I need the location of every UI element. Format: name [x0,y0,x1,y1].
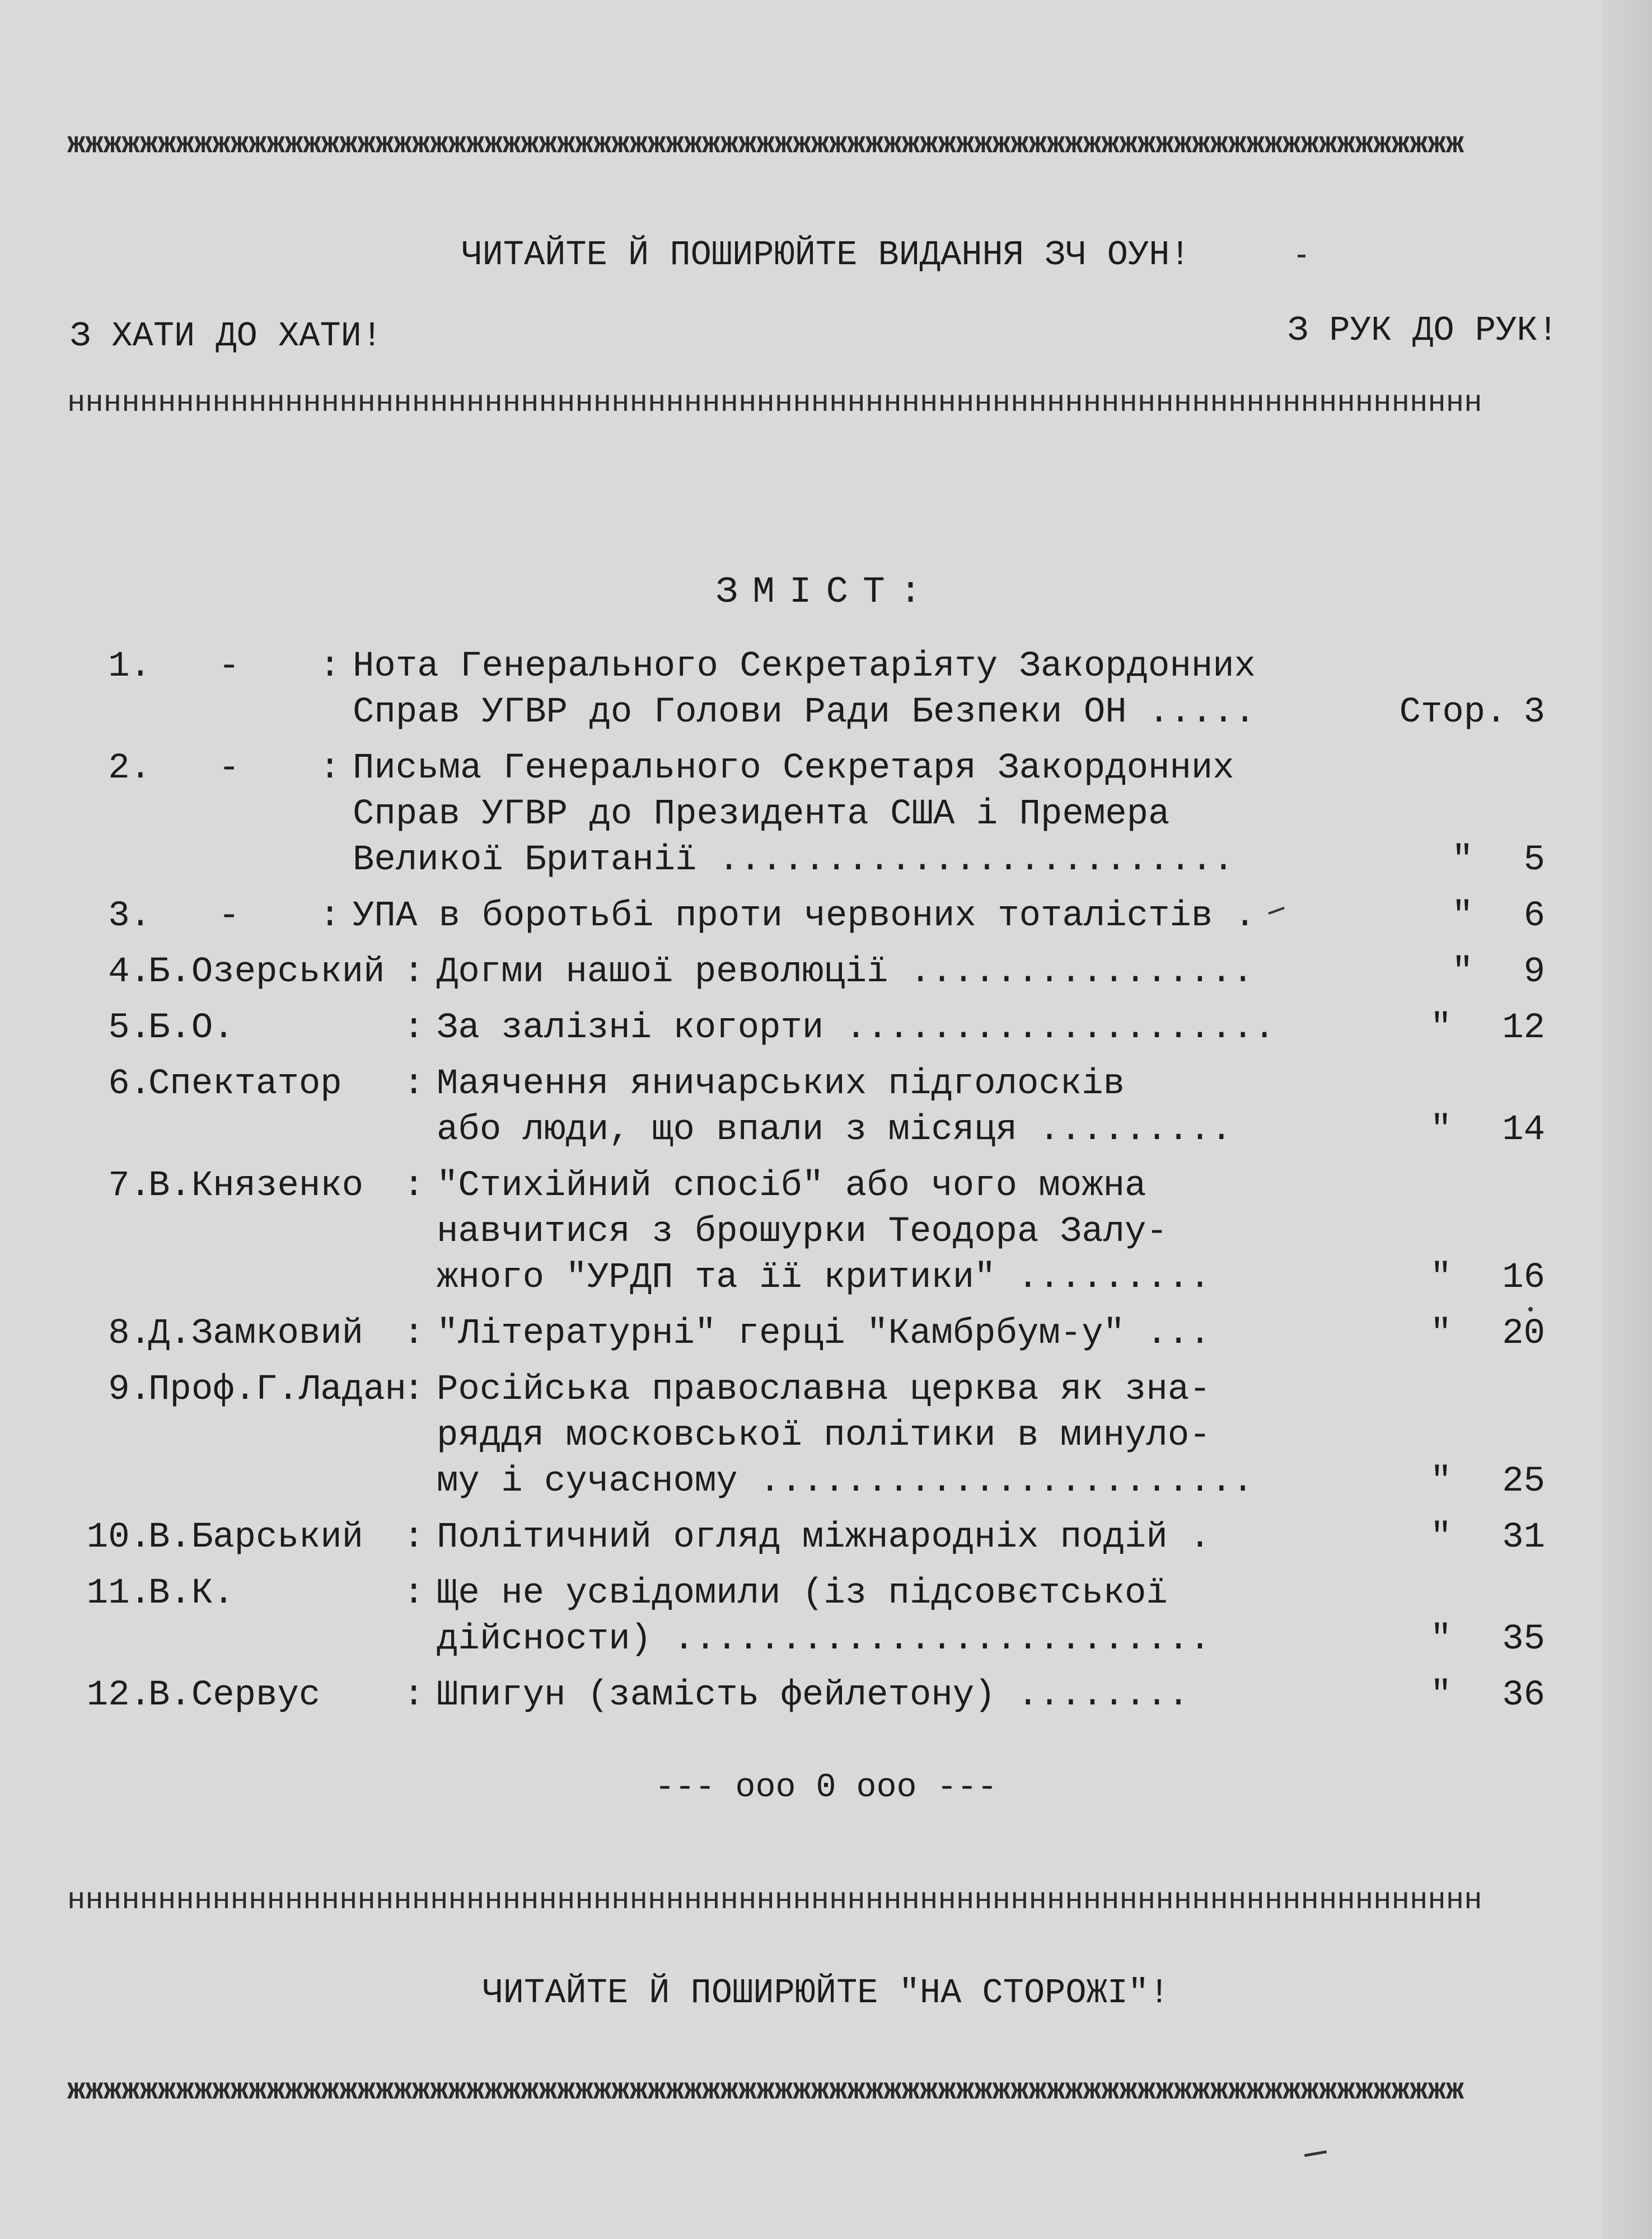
toc-entry-page-ref [1332,1311,1545,1357]
toc-entry-title-line: жного "УРДП та її критики" ......... [437,1258,1211,1298]
toc-entry-page-number: 6 [1523,896,1545,936]
toc-entry-number: 7. [108,1166,151,1206]
toc-entry-page-mark: " [1430,1314,1452,1354]
toc-entry-author: В.Князенко [148,1166,364,1206]
toc-entry-author: Проф.Г.Ладан [148,1370,406,1410]
toc-entry-title-line: Справ УГВР до Голови Ради Безпеки ОН ..... [353,692,1256,733]
toc-entry-title [437,1163,1310,1301]
toc-entry-title-line: Догми нашої революції ................ [437,952,1254,992]
toc-entry-colon: : [403,1675,425,1716]
toc-entry-page-mark: " [1452,952,1473,992]
toc-entry-title-line: Нота Генерального Секретаріяту Закордонних [353,647,1256,687]
toc-entry [56,1367,1567,1505]
toc-entry-title [437,1571,1310,1662]
toc-title: ЗМІСТ: [715,571,937,613]
footer-read-line: ЧИТАЙТЕ Й ПОШИРЮЙТЕ "НА СТОРОЖІ"! [482,1973,1170,2013]
toc-entry [56,893,1567,939]
toc-entry-colon: : [403,952,425,992]
toc-entry [56,644,1567,736]
toc-entry-page-ref [1332,949,1545,995]
toc-entry-number: 11. [86,1573,151,1614]
toc-entry-number: 1. [108,647,151,687]
toc-entry-page-number: 12 [1502,1008,1545,1048]
toc-entry-page-mark: " [1430,1619,1452,1660]
toc-entry-number: 10. [86,1517,151,1558]
toc-entry-page-ref [1332,1107,1545,1153]
toc-entry-author: Б.Озерський [148,952,385,992]
toc-entry-page-mark: " [1430,1517,1452,1558]
toc-entry-page-number: 31 [1502,1517,1545,1558]
toc-entry-colon: : [403,1573,425,1614]
toc-entry-author: В.Сервус [148,1675,321,1716]
toc-entry-title [437,1005,1310,1051]
toc-entry [56,1515,1567,1561]
toc-entry-page-mark: " [1452,840,1473,880]
toc-entry-title-line: "Літературні" герці "Камбрбум-у" ... [437,1314,1211,1354]
toc-entry-page-mark: " [1430,1258,1452,1298]
toc-entry-author: - [218,896,240,936]
toc-entry [56,1163,1567,1301]
toc-entry-page-number: 25 [1502,1462,1545,1502]
toc-entry-number: 4. [108,952,151,992]
toc-entry-author: Спектатор [148,1064,342,1104]
toc-entry-title [437,1367,1310,1505]
toc-entry-page-number: 5 [1523,840,1545,880]
toc-entry [56,1061,1567,1153]
toc-entry [56,949,1567,995]
toc-entry-page-number: 14 [1502,1110,1545,1150]
toc-entry-title [437,949,1310,995]
toc-entry-author: Д.Замковий [148,1314,364,1354]
toc-entry-title [437,1515,1310,1561]
toc-entry-title-line: дійсности) ......................... [437,1619,1211,1660]
toc-entry-title-line: ряддя московської політики в минуло- [437,1416,1211,1456]
toc-entry-page-number: 20 [1502,1314,1545,1354]
toc-entry-title-line: Політичний огляд міжнародніх подій . [437,1517,1211,1558]
slogan-right: З РУК ДО РУК! [1288,311,1559,350]
toc-entry-author: Б.О. [148,1008,235,1048]
header-read-line: ЧИТАЙТЕ Й ПОШИРЮЙТЕ ВИДАННЯ ЗЧ ОУН! [461,235,1191,275]
toc-entry-page-number: 16 [1502,1258,1545,1298]
toc-entry-page-mark: " [1430,1008,1452,1048]
toc-entry-page-mark: Стор. [1399,692,1507,733]
toc-entry-colon: : [319,896,341,936]
toc-entry-title-line: За залізні когорти .................... [437,1008,1275,1048]
toc-entry-number: 3. [108,896,151,936]
toc-entry-title-line: навчитися з брошурки Теодора Залу- [437,1212,1168,1252]
toc-entry-author: В.К. [148,1573,235,1614]
toc-entry-page-mark: " [1452,896,1473,936]
ink-speck [1304,2151,1327,2157]
toc-entry-colon: : [403,1314,425,1354]
toc-entry [56,1673,1567,1718]
toc-entry-page-number: 9 [1523,952,1545,992]
toc-entry-page-mark: " [1430,1675,1452,1716]
toc-entry [56,1311,1567,1357]
toc-entry-title-line: УПА в боротьбі проти червоних тоталістів . [353,896,1256,936]
toc-entry-page-ref [1332,1515,1545,1561]
toc-entry-number: 8. [108,1314,151,1354]
slogan-left: З ХАТИ ДО ХАТИ! [70,316,383,356]
toc-entry-colon: : [403,1370,425,1410]
toc-entry-title-line: Справ УГВР до Президента США і Премера [353,794,1170,835]
toc-entry-title-line: Ще не усвідомили (із підсовєтської [437,1573,1168,1614]
toc-entry-title [437,1061,1310,1153]
toc-entry-title-line: му і сучасному ....................... [437,1462,1254,1502]
toc-entry-page-number: 3 [1523,692,1545,733]
bottom-rule-border: нннннннннннннннннннннннннннннннннннннннннннннннннннннннннннннннннннннннннннннн [67,1884,1482,1918]
ink-speck [1298,255,1305,257]
toc-entry-title-line: Шпигун (замість фейлетону) ........ [437,1675,1190,1716]
toc-entry-author: - [218,647,240,687]
toc-entry-page-ref [1332,1617,1545,1662]
toc-entry-colon: : [319,748,341,789]
toc-entry-title [437,1673,1310,1718]
toc-entry-title [437,1311,1310,1357]
toc-entry-page-number: 35 [1502,1619,1545,1660]
table-of-contents [56,644,1567,1729]
toc-entry-colon: : [403,1517,425,1558]
toc-entry-colon: : [319,647,341,687]
toc-entry [56,1005,1567,1051]
top-ornament-border: жжжжжжжжжжжжжжжжжжжжжжжжжжжжжжжжжжжжжжжжжжжжжжжжжжжжжжжжжжжжжжжжжжжжжжжжжжжжж [67,128,1464,162]
top-rule-border: нннннннннннннннннннннннннннннннннннннннннннннннннннннннннннннннннннннннннннннн [67,386,1482,420]
toc-entry-page-number: 36 [1502,1675,1545,1716]
toc-entry-title-line: "Стихійний спосіб" або чого можна [437,1166,1146,1206]
toc-entry-number: 12. [86,1675,151,1716]
toc-entry-page-ref [1332,893,1545,939]
toc-entry-colon: : [403,1166,425,1206]
toc-entry-colon: : [403,1064,425,1104]
toc-entry-page-ref [1332,837,1545,883]
toc-entry-title-line: Російська православна церква як зна- [437,1370,1211,1410]
toc-entry-page-mark: " [1430,1110,1452,1150]
page-edge-shadow [1602,0,1652,2239]
toc-entry-page-ref [1332,1459,1545,1505]
toc-entry-number: 6. [108,1064,151,1104]
toc-entry-number: 9. [108,1370,151,1410]
toc-entry-page-ref [1332,1673,1545,1718]
section-separator: --- ооо 0 ооо --- [654,1769,998,1807]
toc-entry-author: В.Барський [148,1517,364,1558]
toc-entry-page-mark: " [1430,1462,1452,1502]
toc-entry [56,746,1567,883]
toc-entry-colon: : [403,1008,425,1048]
toc-entry-title-line: Маячення яничарських підголосків [437,1064,1125,1104]
toc-entry-number: 2. [108,748,151,789]
bottom-ornament-border: жжжжжжжжжжжжжжжжжжжжжжжжжжжжжжжжжжжжжжжжжжжжжжжжжжжжжжжжжжжжжжжжжжжжжжжжжжжжж [67,2074,1464,2108]
toc-entry-title-line: Великої Британії ........................ [353,840,1234,880]
toc-entry-page-ref [1332,1255,1545,1301]
toc-entry-author: - [218,748,240,789]
ink-speck [1528,1307,1533,1311]
toc-entry-page-ref [1332,690,1545,736]
toc-entry-title-line: або люди, що впали з місяця ......... [437,1110,1233,1150]
toc-entry-number: 5. [108,1008,151,1048]
toc-entry-title-line: Письма Генерального Секретаря Закордонних [353,748,1234,789]
toc-entry [56,1571,1567,1662]
toc-entry-page-ref [1332,1005,1545,1051]
